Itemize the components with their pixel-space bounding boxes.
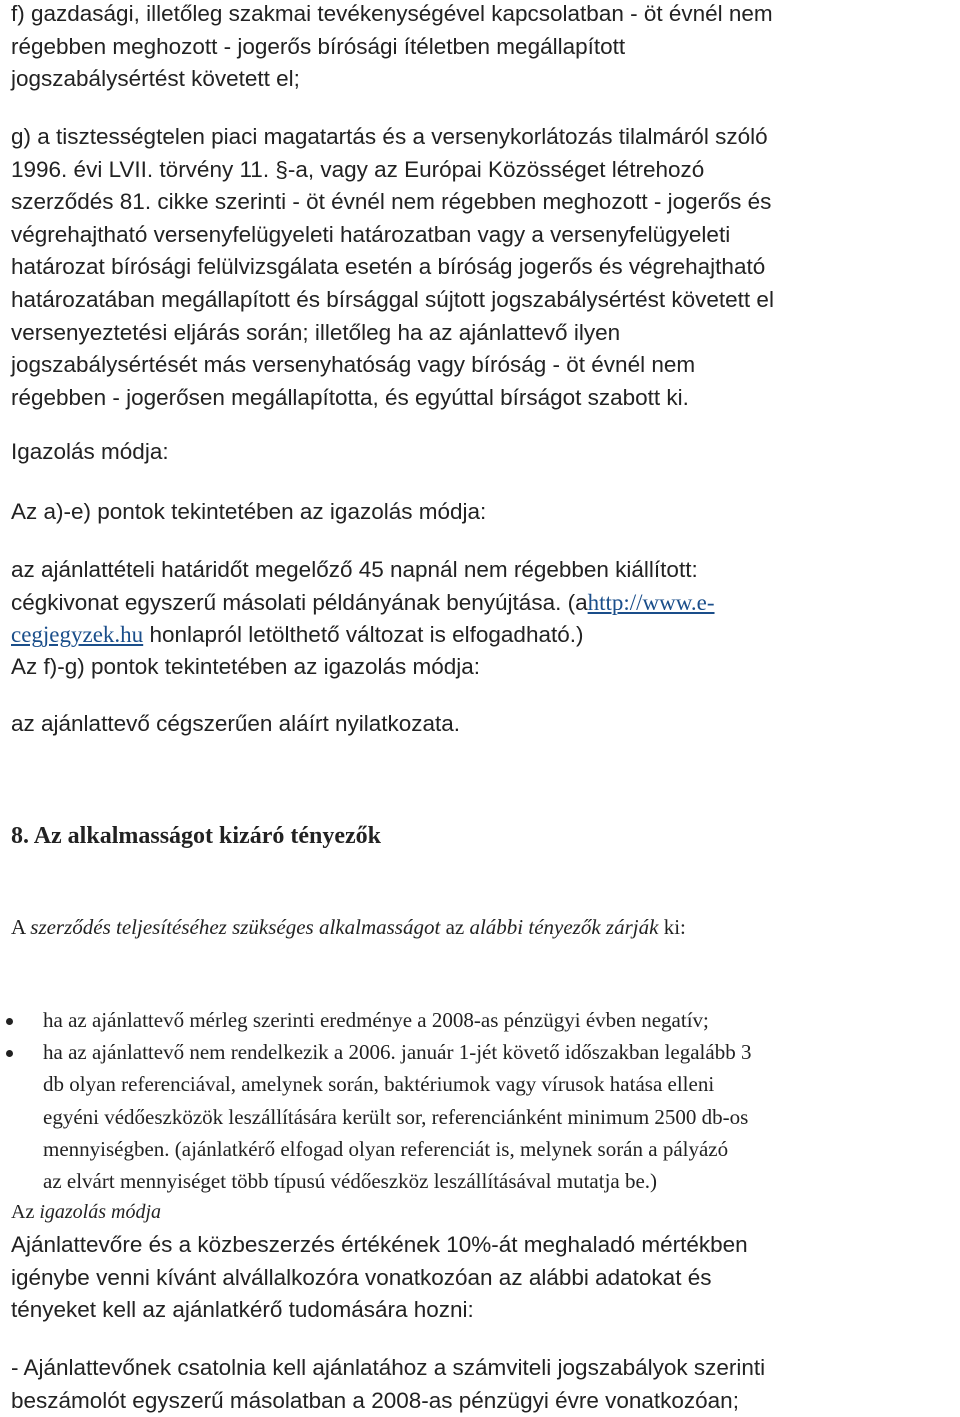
bullet-icon (6, 1050, 13, 1057)
paragraph-line: versenyeztetési eljárás során; illetőleg ha az ajánlattevő ilyen (11, 319, 621, 345)
ae-text-line (11, 587, 952, 620)
intro-word: az (445, 915, 465, 939)
paragraph-line: tényeket kell az ajánlatkérő tudomására hozni: (11, 1297, 474, 1323)
paragraph-line: szerződés 81. cikke szerinti - öt évnél nem régebben meghozott - jogerős és (11, 189, 772, 215)
ae-text (11, 554, 952, 652)
paragraph-line: jogszabálysértést követett el; (11, 66, 300, 92)
az-igazolas-label (11, 1201, 952, 1224)
section-number: 8. (11, 823, 29, 849)
paragraph-line: igénybe venni kívánt alvállalkozóra vonatkozóan az alábbi adatokat és (11, 1264, 712, 1290)
paragraph-line: végrehajtható versenyfelügyeleti határozatban vagy a versenyfelügyeleti (11, 221, 731, 247)
paragraph-line: régebben - jogerősen megállapította, és egyúttal bírságot szabott ki. (11, 384, 689, 410)
intro-word: ki: (663, 915, 686, 939)
paragraph-line: határozatában megállapított és bírsággal sújtott jogszabálysértést követett el (11, 286, 774, 312)
paragraph-line: 1996. évi LVII. törvény 11. §-a, vagy az Európai Közösséget létrehozó (11, 156, 705, 182)
list-item-line: db olyan referenciával, amelynek során, baktériumok vagy vírusok hatása elleni (43, 1072, 715, 1097)
ae-text-suffix: honlapról letölthető változat is elfogadható.) (143, 622, 584, 648)
ae-text-prefix: cégkivonat egyszerű másolati példányának benyújtása. (a (11, 589, 588, 615)
ae-text-line (11, 619, 952, 652)
fg-label: Az f)-g) pontok tekintetében az igazolás módja: (11, 654, 481, 679)
list-item-line: az elvárt mennyiséget több típusú védőeszköz leszállításával mutatja be.) (43, 1169, 658, 1194)
intro-italic: szerződés teljesítéséhez szükséges alkalmasságot (30, 915, 441, 939)
list-item-line: ha az ajánlattevő mérleg szerinti eredménye a 2008-as pénzügyi évben negatív; (43, 1008, 709, 1032)
paragraph-line: Ajánlattevőre és a közbeszerzés értékének 10%-át meghaladó mértékben (11, 1232, 748, 1257)
paragraph-line: határozat bírósági felülvizsgálata esetén a bíróság jogerős és végrehajtható (11, 254, 766, 280)
list-item-line: mennyiségben. (ajánlatkérő elfogad olyan referenciát is, melynek során a pályázó (43, 1136, 729, 1161)
paragraph-line: beszámolót egyszerű másolatban a 2008-as pénzügyi évre vonatkozóan; (11, 1387, 739, 1413)
intro-word: A (11, 915, 26, 939)
last-paragraph (11, 1352, 952, 1417)
ae-text-line: az ajánlattételi határidőt megelőző 45 napnál nem régebben kiállított: (11, 557, 698, 582)
paragraph-line: g) a tisztességtelen piaci magatartás és a versenykorlátozás tilalmáról szóló (11, 124, 768, 149)
paragraph-line: jogszabálysértését más versenyhatóság vagy bíróság - öt évnél nem (11, 352, 696, 378)
igazolas-label: Igazolás módja: (11, 439, 169, 464)
paragraph-f (11, 0, 952, 96)
intro-sentence (11, 915, 952, 940)
fg-text: az ajánlattevő cégszerűen aláírt nyilatkozata. (11, 711, 461, 736)
az-igazolas-italic: igazolás módja (39, 1201, 162, 1223)
ae-label: Az a)-e) pontok tekintetében az igazolás módja: (11, 499, 487, 524)
section-title: Az alkalmasságot kizáró tényezők (33, 823, 381, 849)
intro-italic: alábbi tényezők zárják (469, 915, 659, 939)
az-igazolas-word: Az (11, 1201, 35, 1223)
final-paragraph (11, 1229, 952, 1327)
paragraph-line: f) gazdasági, illetőleg szakmai tevékenységével kapcsolatban - öt évnél nem (11, 1, 773, 26)
ecegjegyzek-link-part1[interactable]: http://www.e- (587, 589, 715, 615)
list-item (0, 1036, 956, 1201)
section-heading (11, 823, 952, 850)
paragraph-g (11, 121, 952, 414)
bullet-icon (6, 1018, 13, 1025)
ecegjegyzek-link-part2[interactable]: cegjegyzek.hu (11, 622, 144, 648)
list-item-line: egyéni védőeszközök leszállítására került sor, referenciánként minimum 2500 db-os (43, 1104, 749, 1129)
list-item (0, 1004, 956, 1038)
paragraph-line: - Ajánlattevőnek csatolnia kell ajánlatához a számviteli jogszabályok szerinti (11, 1355, 766, 1380)
list-item-line: ha az ajánlattevő nem rendelkezik a 2006. január 1-jét követő időszakban legalább 3 (43, 1040, 752, 1064)
paragraph-line: régebben meghozott - jogerős bírósági ítéletben megállapított (11, 33, 626, 59)
